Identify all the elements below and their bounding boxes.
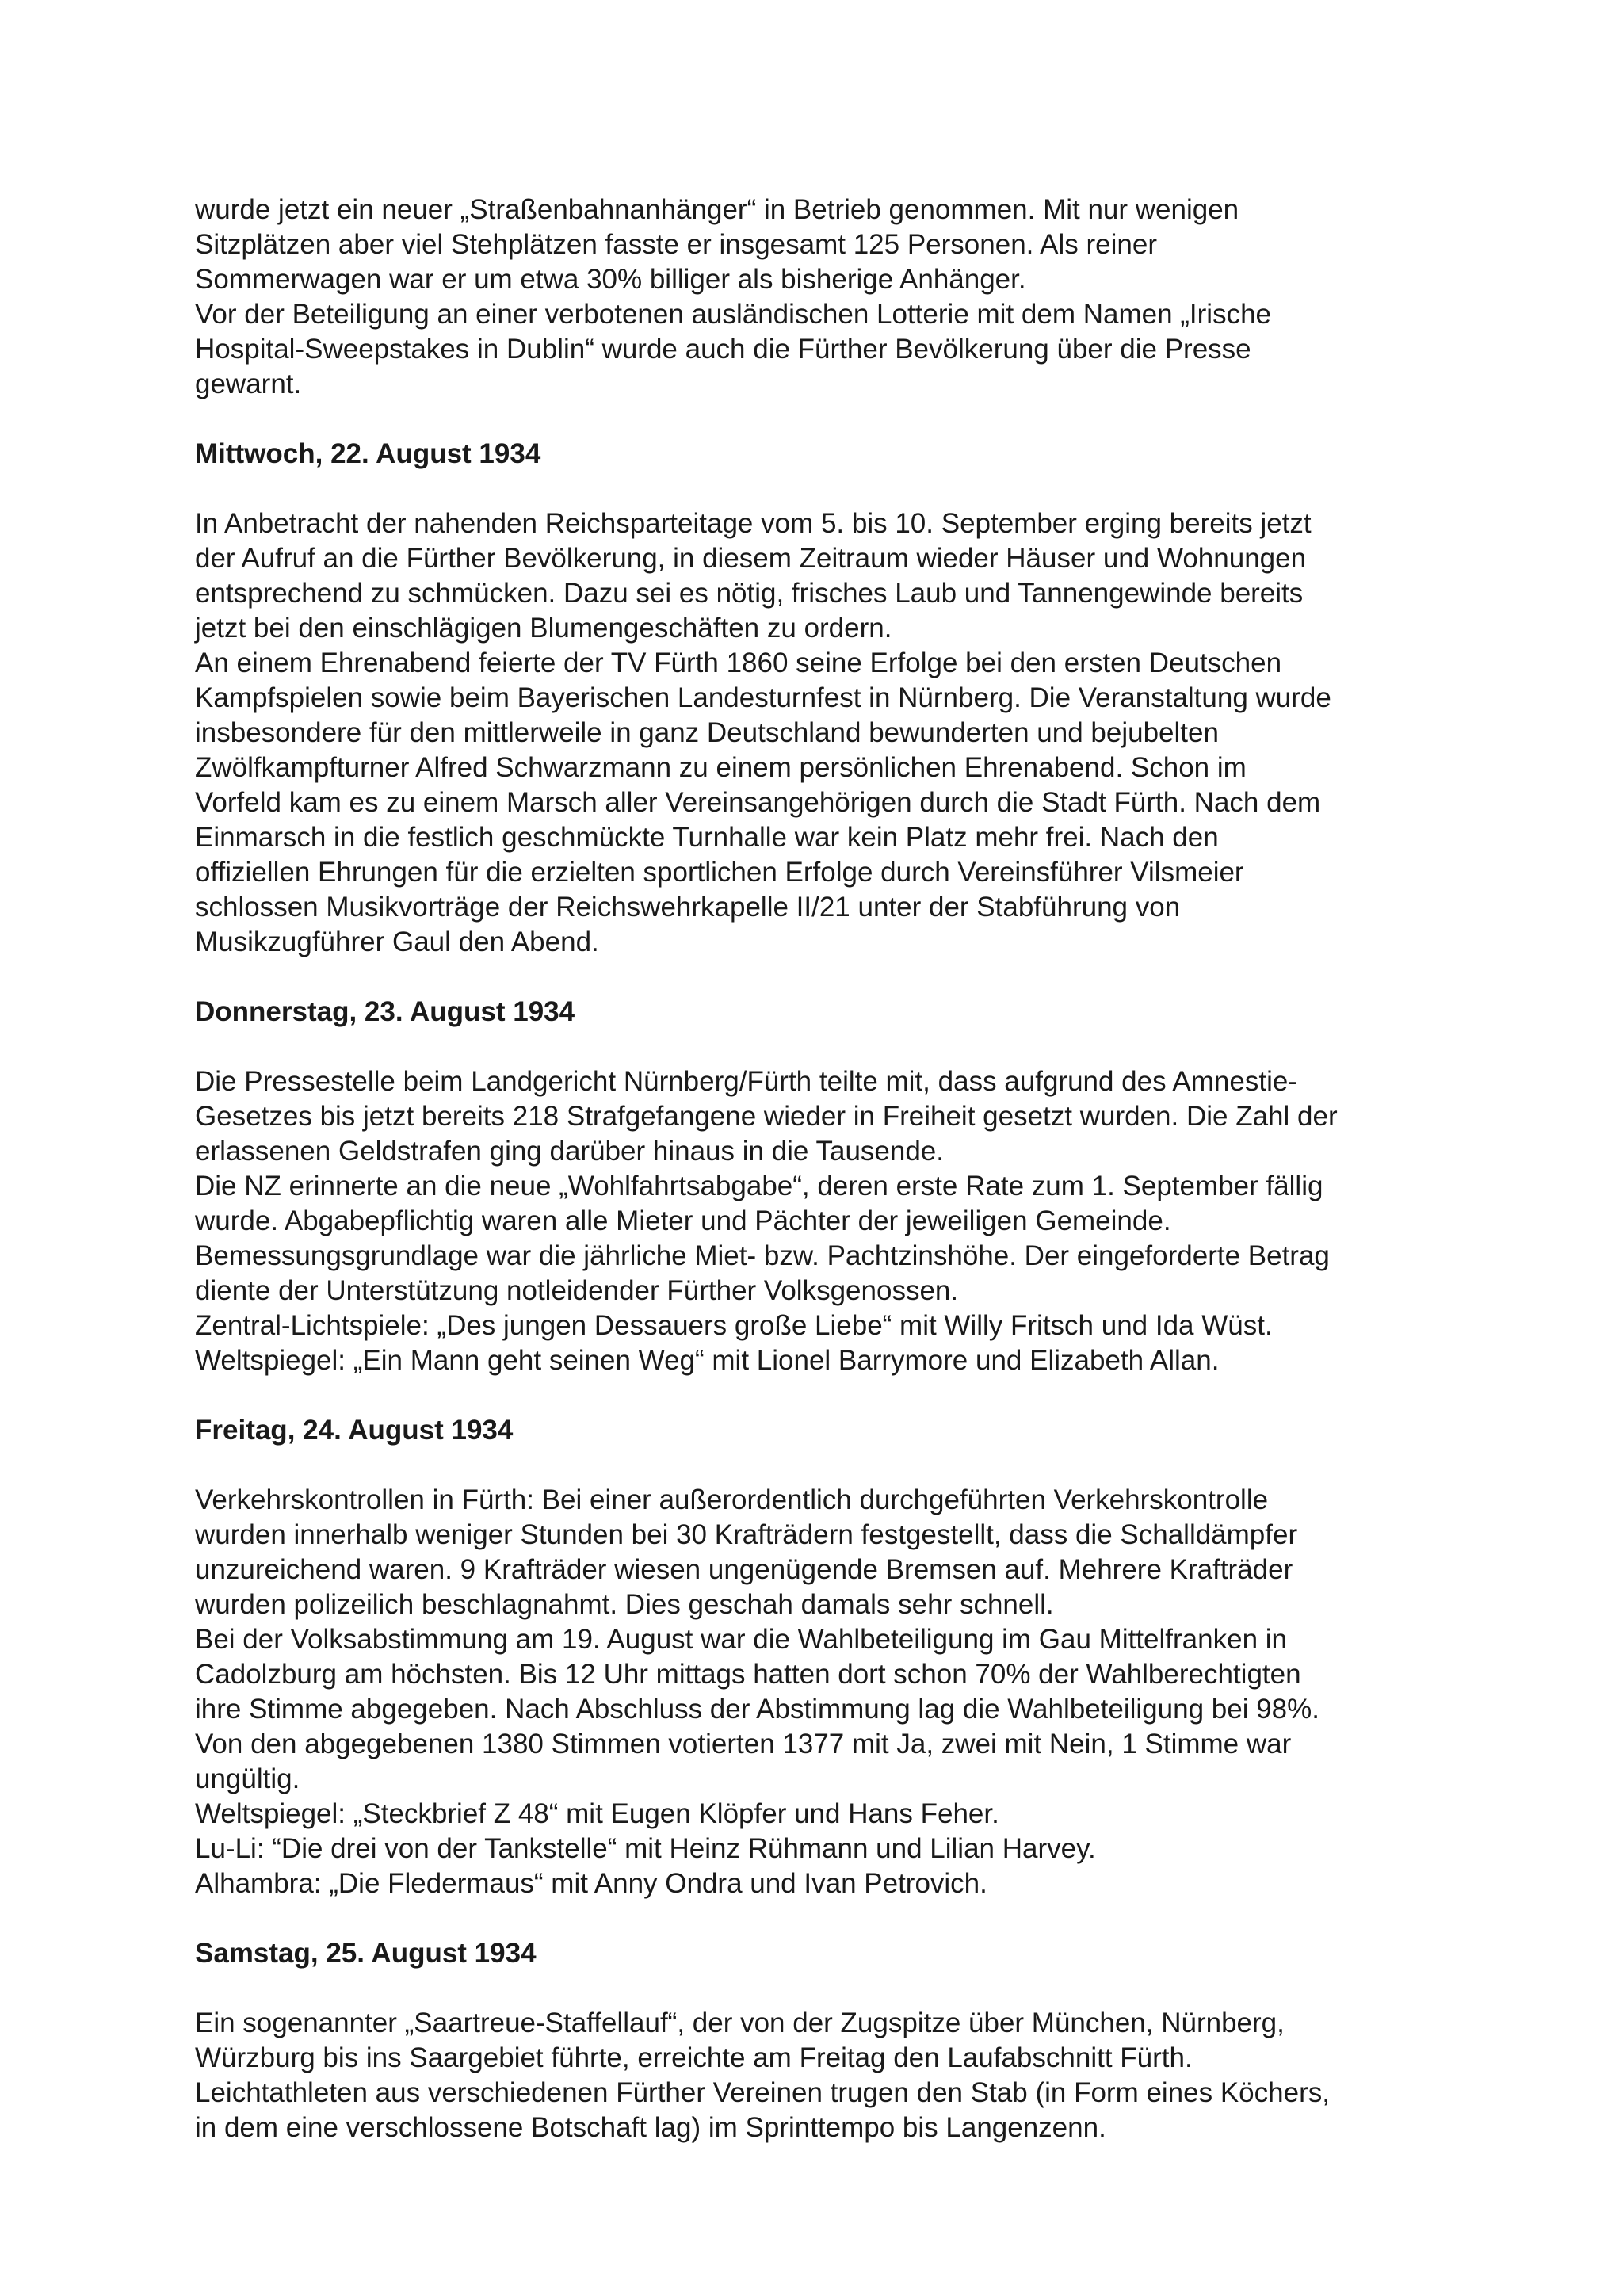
text-line: Sitzplätzen aber viel Stehplätzen fasste er insgesamt 125 Personen. Als reiner <box>195 229 1158 260</box>
text-line: Sommerwagen war er um etwa 30% billiger als bisherige Anhänger. <box>195 264 1026 295</box>
section-paragraph <box>195 2006 1447 2145</box>
text-line: Die NZ erinnerte an die neue „Wohlfahrtsabgabe“, deren erste Rate zum 1. September fällig <box>195 1171 1323 1201</box>
text-line: Einmarsch in die festlich geschmückte Turnhalle war kein Platz mehr frei. Nach den <box>195 822 1219 853</box>
section-donnerstag-23-august <box>195 995 1447 1378</box>
text-line: Kampfspielen sowie beim Bayerischen Landesturnfest in Nürnberg. Die Veranstaltung wurde <box>195 682 1331 713</box>
text-line: Leichtathleten aus verschiedenen Fürther Vereinen trugen den Stab (in Form eines Köchers, <box>195 2077 1330 2108</box>
text-line: Gesetzes bis jetzt bereits 218 Strafgefangene wieder in Freiheit gesetzt wurden. Die Zahl der <box>195 1101 1338 1132</box>
text-line: Bemessungsgrundlage war die jährliche Miet- bzw. Pachtzinshöhe. Der eingeforderte Betrag <box>195 1240 1330 1271</box>
text-line: offiziellen Ehrungen für die erzielten sportlichen Erfolge durch Vereinsführer Vilsmeier <box>195 857 1244 888</box>
text-line: Die Pressestelle beim Landgericht Nürnberg/Fürth teilte mit, dass aufgrund des Amnestie- <box>195 1066 1297 1097</box>
date-heading: Mittwoch, 22. August 1934 <box>195 438 541 469</box>
text-line: An einem Ehrenabend feierte der TV Fürth 1860 seine Erfolge bei den ersten Deutschen <box>195 648 1282 678</box>
section-freitag-24-august <box>195 1413 1447 1901</box>
text-line: Hospital-Sweepstakes in Dublin“ wurde auch die Fürther Bevölkerung über die Presse <box>195 334 1251 365</box>
text-line: Musikzugführer Gaul den Abend. <box>195 926 599 957</box>
section-paragraph <box>195 506 1447 960</box>
text-line: Zentral-Lichtspiele: „Des jungen Dessauers große Liebe“ mit Willy Fritsch und Ida Wüst. <box>195 1310 1273 1341</box>
text-line: wurde. Abgabepflichtig waren alle Mieter und Pächter der jeweiligen Gemeinde. <box>195 1205 1171 1236</box>
text-line: erlassenen Geldstrafen ging darüber hinaus in die Tausende. <box>195 1136 944 1167</box>
text-line: Alhambra: „Die Fledermaus“ mit Anny Ondra und Ivan Petrovich. <box>195 1868 987 1899</box>
date-heading: Donnerstag, 23. August 1934 <box>195 996 575 1027</box>
section-mittwoch-22-august <box>195 437 1447 960</box>
text-line: diente der Unterstützung notleidender Fürther Volksgenossen. <box>195 1275 959 1306</box>
text-line: gewarnt. <box>195 369 302 399</box>
text-line: wurden innerhalb weniger Stunden bei 30 Krafträdern festgestellt, dass die Schalldämpfer <box>195 1519 1298 1550</box>
date-heading: Samstag, 25. August 1934 <box>195 1938 537 1969</box>
text-line: Würzburg bis ins Saargebiet führte, erreichte am Freitag den Laufabschnitt Fürth. <box>195 2042 1193 2073</box>
date-heading: Freitag, 24. August 1934 <box>195 1415 514 1446</box>
text-line: Cadolzburg am höchsten. Bis 12 Uhr mittags hatten dort schon 70% der Wahlberechtigten <box>195 1659 1301 1690</box>
text-line: der Aufruf an die Fürther Bevölkerung, in diesem Zeitraum wieder Häuser und Wohnungen <box>195 543 1307 574</box>
text-line: wurden polizeilich beschlagnahmt. Dies geschah damals sehr schnell. <box>195 1589 1054 1620</box>
text-line: jetzt bei den einschlägigen Blumengeschäften zu ordern. <box>195 613 892 644</box>
text-line: Weltspiegel: „Steckbrief Z 48“ mit Eugen Klöpfer und Hans Feher. <box>195 1798 999 1829</box>
text-line: wurde jetzt ein neuer „Straßenbahnanhänger“ in Betrieb genommen. Mit nur wenigen <box>195 194 1239 225</box>
document-page <box>195 193 1447 2145</box>
text-line: ihre Stimme abgegeben. Nach Abschluss der Abstimmung lag die Wahlbeteiligung bei 98%. <box>195 1694 1319 1725</box>
text-line: Vor der Beteiligung an einer verbotenen ausländischen Lotterie mit dem Namen „Irische <box>195 299 1271 330</box>
text-line: in dem eine verschlossene Botschaft lag) im Sprinttempo bis Langenzenn. <box>195 2112 1106 2143</box>
section-paragraph <box>195 1483 1447 1901</box>
section-paragraph <box>195 1064 1447 1378</box>
text-line: insbesondere für den mittlerweile in ganz Deutschland bewunderten und bejubelten <box>195 717 1219 748</box>
text-line: ungültig. <box>195 1763 300 1794</box>
text-line: Von den abgegebenen 1380 Stimmen votierten 1377 mit Ja, zwei mit Nein, 1 Stimme war <box>195 1729 1292 1759</box>
text-line: Verkehrskontrollen in Fürth: Bei einer außerordentlich durchgeführten Verkehrskontrolle <box>195 1484 1269 1515</box>
text-line: entsprechend zu schmücken. Dazu sei es nötig, frisches Laub und Tannengewinde bereits <box>195 578 1304 609</box>
text-line: Zwölfkampfturner Alfred Schwarzmann zu einem persönlichen Ehrenabend. Schon im <box>195 752 1247 783</box>
text-line: schlossen Musikvorträge der Reichswehrkapelle II/21 unter der Stabführung von <box>195 892 1181 923</box>
text-line: Vorfeld kam es zu einem Marsch aller Vereinsangehörigen durch die Stadt Fürth. Nach dem <box>195 787 1321 818</box>
text-line: Ein sogenannter „Saartreue-Staffellauf“, der von der Zugspitze über München, Nürnberg, <box>195 2008 1285 2038</box>
text-line: unzureichend waren. 9 Krafträder wiesen ungenügende Bremsen auf. Mehrere Krafträder <box>195 1554 1293 1585</box>
section-samstag-25-august <box>195 1936 1447 2145</box>
text-line: Weltspiegel: „Ein Mann geht seinen Weg“ mit Lionel Barrymore und Elizabeth Allan. <box>195 1345 1220 1376</box>
intro-paragraph <box>195 193 1447 402</box>
text-line: Lu-Li: “Die drei von der Tankstelle“ mit Heinz Rühmann und Lilian Harvey. <box>195 1833 1096 1864</box>
text-line: Bei der Volksabstimmung am 19. August war die Wahlbeteiligung im Gau Mittelfranken in <box>195 1624 1288 1655</box>
text-line: In Anbetracht der nahenden Reichsparteitage vom 5. bis 10. September erging bereits jetzt <box>195 508 1312 539</box>
